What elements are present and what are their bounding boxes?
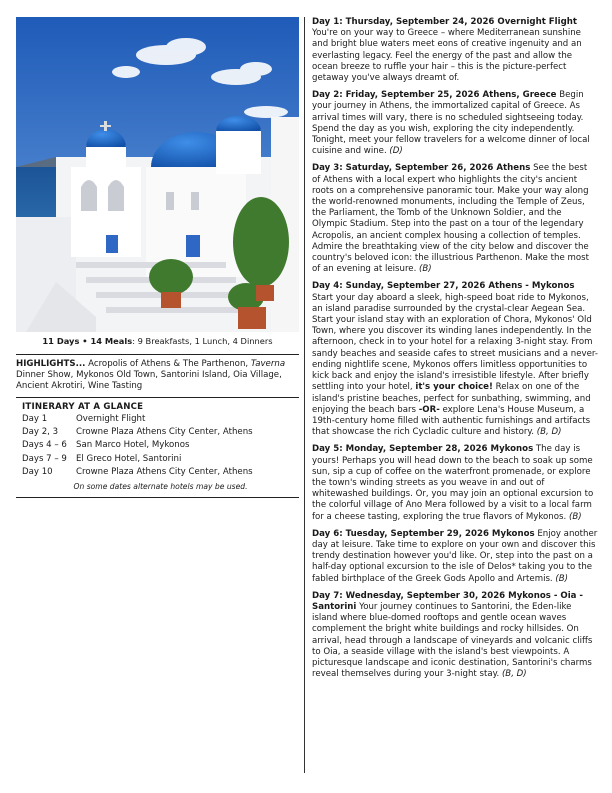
itinerary-days: Days 4 – 6	[22, 440, 67, 451]
day-heading: Day 1: Thursday, September 24, 2026 Overnight Flight	[312, 17, 577, 27]
left-column	[16, 17, 299, 498]
day-meals: (D)	[389, 146, 403, 157]
day-body: Relax on one of the island's pristine beaches, perfect for sunbathing, swimming, and enjoying the beach bars	[312, 382, 591, 415]
santorini-photo	[16, 17, 299, 332]
column-divider	[304, 17, 305, 773]
day-emphasis: -OR-	[418, 404, 440, 415]
day-body: See the best of Athens with a local expert who highlights the city's ancient roots on a comprehensive panoramic tour. Make your way along the world-renowned monuments, including the Temple of Zeus, the Parliament, the Tomb of the Unknown Soldier, and the Olympic Stadium. Step into the past on a tour of the legendary Acropolis, an ancient complex housing a collection of temples. Admire the breathtaking view of the city below and discover the country's beloved icon: the illustrious Parthenon. Make the most of an evening at leisure.	[312, 163, 589, 275]
itinerary-place: Crowne Plaza Athens City Center, Athens	[76, 467, 253, 478]
days-meals: 11 Days • 14 Meals	[42, 336, 133, 346]
day-heading: Day 4: Sunday, September 27, 2026 Athens - Mykonos	[312, 281, 575, 292]
day-4	[312, 281, 598, 438]
daily-itinerary	[312, 17, 598, 686]
day-3	[312, 163, 598, 275]
day-meals: (B)	[568, 511, 582, 522]
note-text: dates	[109, 481, 131, 491]
day-heading: Day 6: Tuesday, September 29, 2026 Mykonos	[312, 528, 535, 539]
day-body: Begin your journey in Athens, the immortalized capital of Greece. As arrival times will vary, there is no scheduled sightseeing today. Spend the day as you wish, exploring the city independently. Tonight, meet your fellow travelers for a welcome dinner of local cuisine and wine.	[312, 90, 590, 157]
itinerary-row	[22, 413, 299, 426]
day-body: You're on your way to Greece – where Mediterranean sunshine and bright blue waters meet eons of creative ingenuity and an everlasting legacy. Feel the energy of the past and allow the ocean breeze to ruffle your hair – this is the picture-perfect getaway you've always dreamt of.	[312, 28, 582, 84]
day-body: explore Lena's House Museum, a 19th-century home filled with authentic furnishings and artifacts that showcase the rich Cycladic culture and history.	[312, 404, 591, 438]
day-body: Start your day aboard a sleek, high-speed boat ride to Mykonos, an island paradise surrounded by the crystal-clear Aegean Sea. Start your island stay with an exploration of Chora, Mykonos' Old Town, where you discover its winding lanes independently. In the afternoon, check in to your hotel for a relaxing 3-night stay. From sandy beaches and seaside cafes to street musicians and a never-ending nightlife scene, Mykonos offers limitless opportunities to kick back and enjoy the island's irresistible lifestyle. After briefly settling into your hotel,	[312, 292, 598, 393]
day-body: Enjoy another day at leisure. Take time to explore on your own and discover this trendy destination however you'd like. Or, step into the past on a half-day optional excursion to the isle of Delos* taking you to the fabled birthplace of the Greek Gods Apollo and Artemis.	[312, 528, 598, 584]
day-heading: Day 5: Monday, September 28, 2026 Mykonos	[312, 444, 534, 455]
day-2	[312, 90, 598, 157]
note-text: On some	[73, 481, 110, 491]
itinerary-row	[22, 466, 299, 479]
meal-detail: : 9 Breakfasts, 1 Lunch, 4 Dinners	[132, 336, 273, 346]
itinerary-at-a-glance	[16, 397, 299, 498]
day-meals: (B, D)	[501, 669, 527, 680]
day-6	[312, 529, 598, 585]
day-7	[312, 591, 598, 681]
itinerary-title: ITINERARY AT A GLANCE	[22, 401, 144, 412]
day-emphasis: it's your choice!	[415, 382, 493, 393]
highlights-label: HIGHLIGHTS...	[16, 359, 86, 369]
itinerary-place: San Marco Hotel, Mykonos	[76, 440, 190, 451]
day-1	[312, 17, 598, 84]
itinerary-days: Day 10	[22, 467, 53, 478]
day-meals: (B, D)	[536, 427, 562, 438]
day-body: The day is yours! Perhaps you will head down to the beach to soak up some sun, sip a cup of coffee on the waterfront promenade, or explore the town's winding streets as you weave in and out of whitewashed buildings. Or, you may join an optional excursion to the colorful village of Ano Mera followed by a visit to a local farm for a cheese tasting, exploring the true flavors of Mykonos.	[312, 444, 594, 522]
itinerary-days: Days 7 – 9	[22, 453, 67, 464]
highlights	[16, 354, 299, 393]
itinerary-row	[22, 439, 299, 452]
day-heading: Day 2: Friday, September 25, 2026 Athens, Greece	[312, 90, 557, 101]
day-body: Your journey continues to Santorini, the Eden-like island where blue-domed rooftops and gentle ocean waves complement the bright white buildings and rocky hillsides. On arrival, head through a landscape of vineyards and volcanic cliffs to Oia, a seaside village with the island's best viewpoints. A picturesque landscape and iconic destination, Santorini's charms reveal themselves during your 3-night stay.	[312, 601, 593, 680]
highlights-text: Dinner Show, Mykonos Old Town, Santorini Island, Oia Village, Ancient Akrotiri, Wine Tasting	[16, 370, 282, 392]
itinerary-row	[22, 426, 299, 439]
day-heading: Day 7: Wednesday, September 30, 2026 Mykonos - Oia - Santorini	[312, 590, 583, 612]
itinerary-place: Overnight Flight	[76, 413, 146, 424]
day-heading: Day 3: Saturday, September 26, 2026 Athens	[312, 163, 531, 174]
itinerary-place: Crowne Plaza Athens City Center, Athens	[76, 427, 253, 438]
hotel-note	[22, 481, 299, 493]
note-text: alternate hotels may be used.	[130, 481, 248, 491]
trip-summary	[16, 336, 299, 346]
itinerary-place: El Greco Hotel, Santorini	[76, 453, 182, 464]
day-5	[312, 444, 598, 522]
itinerary-row	[22, 453, 299, 466]
day-meals: (B)	[555, 573, 569, 584]
day-meals: (B)	[419, 264, 432, 275]
highlights-taverna: Taverna	[250, 359, 286, 369]
itinerary-days: Day 1	[22, 413, 48, 424]
highlights-text: Acropolis of Athens & The Parthenon,	[85, 359, 251, 369]
itinerary-days: Day 2, 3	[22, 427, 59, 438]
